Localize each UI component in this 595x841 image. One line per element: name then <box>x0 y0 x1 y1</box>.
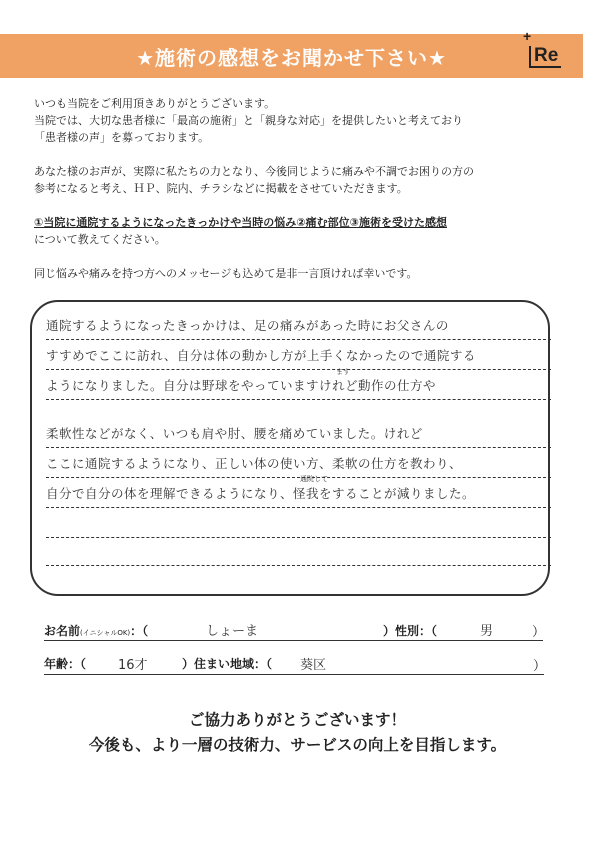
address-underline <box>182 674 544 675</box>
gender-label: 性別： <box>395 624 432 638</box>
name-row: お名前(イニシャルOK)：（ <box>44 624 149 638</box>
name-underline <box>44 640 389 641</box>
intro-paragraph-1: いつも当院をご利用頂きありがとうございます。 当院では、大切な患者様に「最高の施術」と「親身な対応」を提供したいと考えており 「患者様の声」を募っております。 <box>34 97 463 144</box>
age-underline <box>44 674 184 675</box>
response-line-1: 通院するようになったきっかけは、足の痛みがあった時にお父さんの <box>46 313 551 340</box>
response-line-2: すすめでここに訪れ、自分は体の動かし方が上手くなかったので通院する <box>46 343 551 370</box>
name-value: しょーま <box>206 624 259 639</box>
response-blank-line-2 <box>46 565 551 566</box>
closing-thanks: ご協力ありがとうございます！ <box>188 711 406 729</box>
address-row: ）住まい地域：（ <box>182 657 273 671</box>
logo-text: Re <box>529 46 561 68</box>
intro-paragraph-3: ①当院に通院するようになったきっかけや当時の悩み②痛む部位③施術を受けた感想 について教えてください。 <box>34 216 447 246</box>
closing-message: 今後も、より一層の技術力、サービスの向上を目指します。 <box>88 736 507 754</box>
name-hint: (イニシャルOK) <box>80 629 131 637</box>
address-label: 住まい地域： <box>194 657 267 671</box>
annotation-tsuin: 通院して <box>300 475 328 483</box>
age-row: 年齢：（ <box>44 657 87 671</box>
header-banner <box>0 34 583 78</box>
response-line-5: ここに通院するようになり、正しい体の使い方、柔軟の仕方を教わり、 <box>46 451 551 478</box>
name-label: お名前 <box>44 624 81 638</box>
response-blank-line-1 <box>46 537 551 538</box>
intro-paragraph-2: あなた様のお声が、実際に私たちの力となり、今後同じように痛みや不調でお困りの方の 参考になると考え、ＨＰ、院内、チラシなどに掲載をさせていただきます。 <box>34 165 474 195</box>
page-title: ★施術の感想をお聞かせ下さい★ <box>136 45 447 70</box>
gender-underline <box>383 640 543 641</box>
annotation-masu: ます <box>336 368 350 376</box>
address-value: 葵区 <box>300 658 327 673</box>
intro-text <box>34 95 564 299</box>
response-line-4: 柔軟性などがなく、いつも肩や肘、腰を痛めていました。けれど <box>46 421 551 448</box>
address-close-paren: ） <box>533 659 547 674</box>
clinic-logo <box>523 28 559 72</box>
response-line-6: 自分で自分の体を理解できるようになり、怪我をすることが減りました。 <box>46 481 551 508</box>
response-line-3: ようになりました。自分は野球をやっていますけれど動作の仕方や <box>46 373 551 400</box>
gender-close-paren: ） <box>532 625 546 640</box>
question-prompt: ①当院に通院するようになったきっかけや当時の悩み②痛む部位③施術を受けた感想 <box>34 216 447 229</box>
gender-value: 男 <box>480 624 494 639</box>
gender-row: ）性別：（ <box>383 624 438 638</box>
age-label: 年齢： <box>44 657 81 671</box>
age-value: 16才 <box>118 658 148 673</box>
logo-plus: + <box>523 28 532 44</box>
intro-paragraph-4: 同じ悩みや痛みを持つ方へのメッセージも込めて是非一言頂ければ幸いです。 <box>34 267 418 280</box>
